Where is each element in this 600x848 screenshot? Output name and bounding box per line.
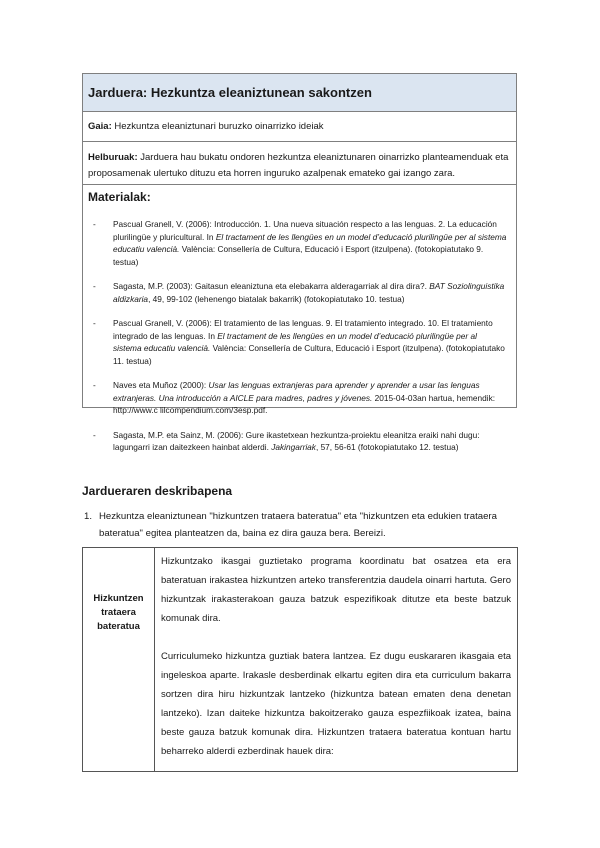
bullet-dash: - xyxy=(93,281,96,291)
bullet-dash: - xyxy=(93,380,96,390)
topic-label: Gaia: xyxy=(88,121,112,132)
question-1 xyxy=(82,508,522,542)
table-label: Hizkuntzen trataera bateratua xyxy=(93,593,144,632)
objectives-label: Helburuak: xyxy=(88,152,138,163)
list-item: - Sagasta, M.P. (2003): Gaitasun eleaniztuna eta elebakarra alderagarriak al dira dira?. BAT Soziolinguistika aldizkaria, 49, 99-102 (lehenengo biatalak bakarrik) (fotokopiatutako 10. testua) xyxy=(93,281,505,304)
bullet-dash: - xyxy=(93,429,96,440)
question-text: Hezkuntza eleaniztunean "hizkuntzen trataera bateratua" eta "hizkuntzen eta edukien trataera bateratua" egitea planteatzen da, baina ez dira gauza bera. Bereizi. xyxy=(99,511,497,539)
table-content-cell xyxy=(155,548,517,771)
table-label-cell xyxy=(83,548,155,771)
materials-heading: Materialak: xyxy=(88,190,151,204)
list-item: - Pascual Granell, V. (2006): Introducción. 1. Una nueva situación respecto a las lenguas. 2. La educación plurilingüe y pluricultural. In El tractament de les llengües en un model d’educació plurilingüe per al sistema educatiu valencià. València: Consellería de Cultura, Educació i Esport (itzulpena). (fotokopiatutako 9. testua) xyxy=(93,219,507,267)
topic-row xyxy=(83,112,516,142)
bullet-dash: - xyxy=(93,219,96,229)
list-item: - Naves eta Muñoz (2000): Usar las lenguas extranjeras para aprender y aprender a usar las lenguas extranjeras. Una introducción a AICLE para madres, padres y jóvenes. 2015-04-03an hartua, hemendik: http://www.c lilcompendium.com/3esp.pdf. xyxy=(93,380,496,415)
activity-title: Jarduera: Hezkuntza eleaniztunean sakontzen xyxy=(88,85,372,100)
materials-list xyxy=(88,218,511,454)
bullet-dash: - xyxy=(93,318,96,328)
topic-text: Hezkuntza eleaniztunari buruzko oinarrizko ideiak xyxy=(114,121,324,132)
objectives-text: Jarduera hau bukatu ondoren hezkuntza eleaniztunaren oinarrizko planteamenduak eta proposamenak ulertuko dituzu eta horren inguruko azalpenak emateko gai izango zara. xyxy=(88,152,509,179)
activity-title-row xyxy=(83,74,516,112)
list-item: - Sagasta, M.P. eta Sainz, M. (2006): Gure ikastetxean hezkuntza-proiektu eleanitza eraiki nahi dugu: lagungarri izan daitezkeen hainbat alderdi. Jakingarriak, 57, 56-61 (fotokopiatutako 12. testua) xyxy=(93,429,480,452)
answer-paragraph-2: Curriculumeko hizkuntza guztiak batera lantzea. Ez dugu euskararen ikasgaia eta ingeleskoa aparte. Irakasle desberdinak elkartu egiten dira eta curriculum bakarra sortzen dira hiru hizkuntzak lantzeko (hizkuntza batean ematen dena denetan lantzeko). Izan daiteke hizkuntza bakoitzerako gauza espezfiikoak izatea, baina beste gauza batzuk komunak dira. Hizkuntzen trataera bateratua kontuan hartu beharreko alderdi ezberdinak hauek dira: xyxy=(161,651,511,757)
list-item: - Pascual Granell, V. (2006): El tratamiento de las lenguas. 9. El tratamiento integrado. 10. El tratamiento integrado de las lenguas. In El tractament de les llengües en un model d’educació plurilingüe per al sistema educatiu valencià. València: Consellería de Cultura, Educació i Esport (itzulpena). (fotokopiatutako 11. testua) xyxy=(93,318,505,366)
activity-info-box xyxy=(82,73,517,452)
objectives-row xyxy=(83,142,516,185)
question-number: 1. xyxy=(84,511,93,522)
answer-table xyxy=(82,547,518,772)
description-heading: Jardueraren deskribapena xyxy=(82,484,233,498)
answer-paragraph-1: Hizkuntzako ikasgai guztietako programa koordinatu bat osatzea eta era bateratuan irakastea hizkuntzen arteko transferentzia daudela oinarri hartuta. Gero hizkuntzak irakasterakoan gauza batzuk espezifikoak ditutze eta beste batzuk komunak dira. xyxy=(161,556,511,624)
materials-section xyxy=(83,185,516,452)
